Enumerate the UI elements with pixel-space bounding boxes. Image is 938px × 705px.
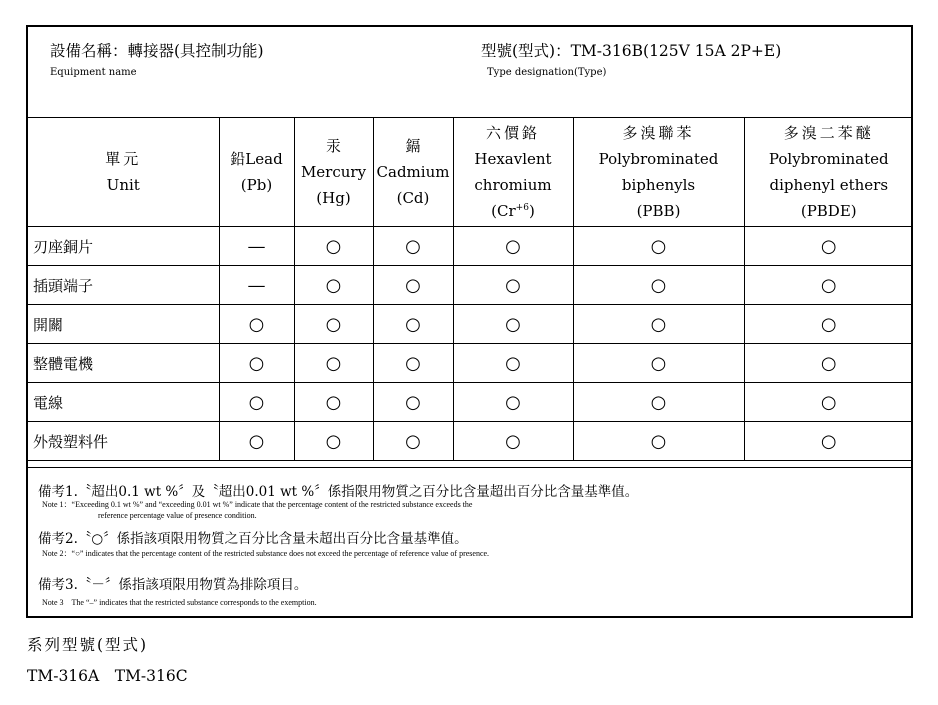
note-2-en: Note 2：“○” indicates that the percentage content of the restricted substance does not exceed the percentage of reference value of presence. — [42, 549, 490, 558]
hexavalent-chromium-header: 六價鉻 Hexavlent chromium $(Cr^{+6})$ — [453, 117, 573, 227]
type-designation: 型號(型式)：TM-316B(125V 15A 2P+E) — [481, 42, 782, 60]
note-3: 備考3.〝－〞係指該項限用物質為排除項目。 — [38, 577, 308, 593]
substance-mark — [744, 422, 913, 461]
circle-mark-icon: ○ — [650, 274, 667, 296]
series-title: 系列型號(型式) — [27, 636, 149, 654]
circle-mark-icon: ○ — [505, 391, 521, 413]
circle-mark-icon: ○ — [650, 235, 667, 257]
table-header-row — [28, 117, 913, 227]
substance-mark — [573, 305, 744, 344]
substance-mark — [373, 266, 453, 305]
circle-mark-icon: ○ — [248, 352, 265, 374]
circle-mark-icon: ○ — [405, 391, 421, 413]
equipment-name-en: Equipment name — [50, 67, 137, 78]
dash-mark-icon: — — [247, 274, 266, 296]
substance-mark — [744, 266, 913, 305]
circle-mark-icon: ○ — [405, 274, 421, 296]
substance-mark — [744, 344, 913, 383]
circle-mark-icon: ○ — [505, 430, 521, 452]
table-row — [28, 227, 913, 266]
circle-mark-icon: ○ — [820, 391, 837, 413]
substance-mark — [294, 227, 373, 266]
cadmium-header: 鎘 Cadmium (Cd) — [373, 117, 453, 227]
circle-mark-icon: ○ — [820, 352, 837, 374]
circle-mark-icon: ○ — [325, 391, 342, 413]
substance-mark — [373, 344, 453, 383]
circle-mark-icon: ○ — [505, 235, 521, 257]
substance-mark — [573, 227, 744, 266]
pbde-header: 多溴二苯醚 Polybrominated diphenyl ethers (PBDE) — [744, 117, 913, 227]
substance-mark — [373, 305, 453, 344]
header-section — [28, 27, 911, 118]
circle-mark-icon: ○ — [405, 313, 421, 335]
circle-mark-icon: ○ — [505, 313, 521, 335]
table-row — [28, 344, 913, 383]
part-name: 刃座銅片 — [28, 227, 219, 266]
substance-mark — [744, 305, 913, 344]
circle-mark-icon: ○ — [505, 274, 521, 296]
circle-mark-icon: ○ — [505, 352, 521, 374]
substance-mark — [453, 266, 573, 305]
substance-mark — [744, 383, 913, 422]
unit-header: 單元 Unit — [28, 117, 219, 227]
substance-mark — [373, 383, 453, 422]
circle-mark-icon: ○ — [325, 274, 342, 296]
pbb-header: 多溴聯苯 Polybrominated biphenyls (PBB) — [573, 117, 744, 227]
substance-mark — [453, 305, 573, 344]
lead-header: 鉛Lead (Pb) — [219, 117, 294, 227]
circle-mark-icon: ○ — [248, 313, 265, 335]
substance-mark — [573, 422, 744, 461]
substance-mark — [573, 266, 744, 305]
substance-mark — [294, 266, 373, 305]
series-models: TM-316A TM-316C — [27, 667, 188, 685]
substance-mark — [453, 227, 573, 266]
substance-mark — [453, 344, 573, 383]
substance-mark — [219, 422, 294, 461]
part-name: 外殼塑料件 — [28, 422, 219, 461]
circle-mark-icon: ○ — [820, 430, 837, 452]
table-row — [28, 383, 913, 422]
circle-mark-icon: ○ — [650, 352, 667, 374]
dash-mark-icon: — — [247, 235, 266, 257]
substance-mark — [219, 227, 294, 266]
mercury-header: 汞 Mercury (Hg) — [294, 117, 373, 227]
substance-mark — [219, 383, 294, 422]
table-row — [28, 305, 913, 344]
circle-mark-icon: ○ — [405, 430, 421, 452]
part-name: 插頭端子 — [28, 266, 219, 305]
circle-mark-icon: ○ — [650, 391, 667, 413]
substance-mark — [573, 344, 744, 383]
notes-section — [28, 467, 913, 607]
circle-mark-icon: ○ — [820, 313, 837, 335]
substance-mark — [453, 422, 573, 461]
circle-mark-icon: ○ — [325, 313, 342, 335]
note-1-en-cont: reference percentage value of presence condition. — [98, 511, 257, 520]
substance-mark — [744, 227, 913, 266]
note-1-en: Note 1：“Exceeding 0.1 wt %” and “exceeding 0.01 wt %” indicate that the percentage content of the restricted substance exceeds the — [42, 500, 473, 509]
table-row — [28, 266, 913, 305]
circle-mark-icon: ○ — [650, 313, 667, 335]
substance-mark — [219, 344, 294, 383]
type-designation-en: Type designation(Type) — [487, 67, 607, 78]
circle-mark-icon: ○ — [820, 235, 837, 257]
circle-mark-icon: ○ — [325, 235, 342, 257]
circle-mark-icon: ○ — [325, 430, 342, 452]
circle-mark-icon: ○ — [405, 352, 421, 374]
substance-mark — [573, 383, 744, 422]
substance-mark — [294, 344, 373, 383]
rohs-declaration-table — [26, 25, 913, 618]
substance-mark — [294, 305, 373, 344]
substance-mark — [219, 266, 294, 305]
table-row — [28, 422, 913, 461]
equipment-name: 設備名稱：轉接器(具控制功能) — [50, 42, 264, 60]
circle-mark-icon: ○ — [248, 391, 265, 413]
part-name: 開關 — [28, 305, 219, 344]
circle-mark-icon: ○ — [405, 235, 421, 257]
circle-mark-icon: ○ — [248, 430, 265, 452]
circle-mark-icon: ○ — [325, 352, 342, 374]
substance-mark — [373, 422, 453, 461]
substance-mark — [219, 305, 294, 344]
part-name: 電線 — [28, 383, 219, 422]
substance-mark — [453, 383, 573, 422]
circle-mark-icon: ○ — [650, 430, 667, 452]
part-name: 整體電機 — [28, 344, 219, 383]
substance-mark — [373, 227, 453, 266]
circle-mark-icon: ○ — [820, 274, 837, 296]
restricted-substance-table — [28, 117, 913, 461]
note-3-en: Note 3 The “–” indicates that the restricted substance corresponds to the exemption. — [42, 598, 317, 607]
substance-mark — [294, 383, 373, 422]
note-1: 備考1.〝超出0.1 wt %〞及〝超出0.01 wt %〞係指限用物質之百分比含量超出百分比含量基準值。 — [38, 484, 639, 500]
note-2: 備考2.〝○〞係指該項限用物質之百分比含量未超出百分比含量基準值。 — [38, 531, 468, 547]
substance-mark — [294, 422, 373, 461]
